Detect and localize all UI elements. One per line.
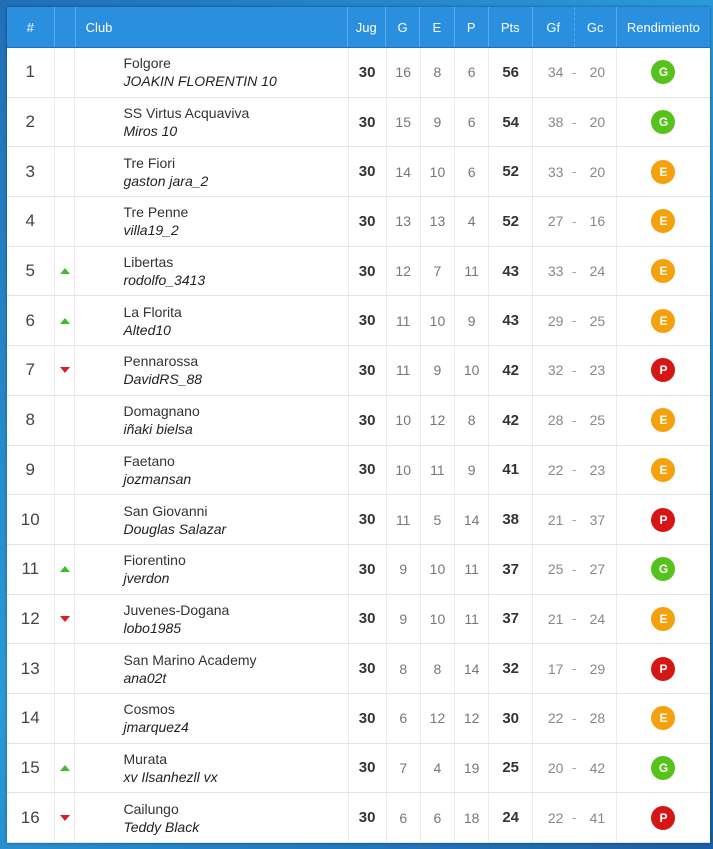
rendimiento-badge: G: [651, 756, 675, 780]
points: 30: [489, 694, 533, 743]
goals-separator: -: [572, 114, 577, 130]
club-name[interactable]: San Marino Academy: [123, 651, 257, 668]
goals-for: 33: [547, 263, 564, 280]
club-cell[interactable]: [75, 98, 348, 147]
goals-for: 27: [547, 213, 564, 230]
position: 10: [7, 495, 55, 544]
rendimiento-cell: [617, 793, 710, 842]
rendimiento-cell: [617, 744, 710, 793]
goals-separator: -: [572, 462, 577, 478]
trend-indicator: [55, 744, 76, 793]
trend-indicator: [55, 98, 76, 147]
goals-for: 22: [547, 461, 564, 478]
losses: 4: [455, 197, 489, 246]
goals-for: 22: [547, 710, 564, 727]
points: 56: [489, 48, 533, 97]
manager-name[interactable]: xv Ilsanhezll vx: [123, 768, 218, 785]
standings-table: [7, 7, 710, 843]
goals-for: 34: [547, 64, 564, 81]
wins: 15: [387, 98, 421, 147]
club-name[interactable]: Pennarossa: [123, 353, 199, 370]
position: 3: [7, 147, 55, 196]
club-name[interactable]: Cosmos: [123, 701, 175, 718]
club-name[interactable]: Folgore: [123, 55, 171, 72]
rendimiento-cell: [617, 644, 710, 693]
trend-indicator: [55, 346, 76, 395]
wins: 11: [387, 346, 421, 395]
position: 4: [7, 197, 55, 246]
trend-indicator: [55, 694, 76, 743]
club-name[interactable]: Cailungo: [123, 800, 179, 817]
wins: 12: [387, 247, 421, 296]
club-name[interactable]: Juvenes-Dogana: [123, 601, 230, 618]
points: 41: [489, 446, 533, 495]
rendimiento-badge: P: [651, 657, 675, 681]
points: 25: [489, 744, 533, 793]
manager-name[interactable]: ana02t: [123, 669, 167, 686]
wins: 11: [387, 296, 421, 345]
position: 6: [7, 296, 55, 345]
goals-against: 25: [579, 396, 617, 445]
goals-against: 20: [579, 98, 617, 147]
wins: 9: [387, 595, 421, 644]
points: 24: [489, 793, 533, 842]
goals-against: 20: [579, 48, 617, 97]
header-g[interactable]: G: [386, 7, 420, 47]
position: 5: [7, 247, 55, 296]
trend-indicator: [55, 48, 76, 97]
losses: 9: [455, 446, 489, 495]
goals-against: 24: [579, 247, 617, 296]
goals-against: 25: [579, 296, 617, 345]
goals-for: 20: [547, 759, 564, 776]
draws: 5: [421, 495, 455, 544]
club-name[interactable]: Libertas: [123, 254, 174, 271]
draws: 7: [421, 247, 455, 296]
points: 38: [489, 495, 533, 544]
played: 30: [349, 247, 387, 296]
points: 54: [489, 98, 533, 147]
table-header: [7, 7, 710, 48]
club-cell[interactable]: [75, 48, 348, 97]
rendimiento-badge: G: [651, 60, 675, 84]
draws: 11: [421, 446, 455, 495]
manager-name[interactable]: DavidRS_88: [123, 371, 203, 388]
club-cell[interactable]: [75, 446, 348, 495]
rendimiento-cell: [617, 98, 710, 147]
goals-for: 17: [547, 660, 564, 677]
rendimiento-cell: [617, 48, 710, 97]
rendimiento-badge: E: [651, 706, 675, 730]
rendimiento-cell: [617, 147, 710, 196]
rendimiento-cell: [617, 197, 710, 246]
manager-name[interactable]: Douglas Salazar: [123, 520, 227, 537]
goals-against: 20: [579, 147, 617, 196]
trend-indicator: [55, 197, 76, 246]
rendimiento-cell: [617, 545, 710, 594]
goals-for: 29: [547, 312, 564, 329]
goals-separator: -: [572, 213, 577, 229]
goals-separator: -: [572, 760, 577, 776]
rendimiento-cell: [617, 446, 710, 495]
table-row[interactable]: [7, 296, 710, 346]
rendimiento-cell: [617, 346, 710, 395]
club-cell[interactable]: [75, 495, 348, 544]
trend-down-icon: [60, 367, 70, 373]
club-cell[interactable]: [75, 793, 348, 842]
goals-for: 21: [547, 610, 564, 627]
position: 11: [7, 545, 55, 594]
goals-separator: -: [572, 810, 577, 826]
table-row[interactable]: [7, 247, 710, 297]
goals-against: 24: [579, 595, 617, 644]
rendimiento-badge: E: [651, 408, 675, 432]
goals-for: 33: [547, 163, 564, 180]
points: 43: [489, 296, 533, 345]
table-row[interactable]: [7, 147, 710, 197]
losses: 19: [455, 744, 489, 793]
points: 42: [489, 396, 533, 445]
played: 30: [349, 744, 387, 793]
trend-indicator: [55, 446, 76, 495]
rendimiento-cell: [617, 296, 710, 345]
rendimiento-badge: P: [651, 806, 675, 830]
rendimiento-badge: E: [651, 458, 675, 482]
wins: 16: [387, 48, 421, 97]
trend-indicator: [55, 644, 76, 693]
played: 30: [349, 644, 387, 693]
manager-name[interactable]: lobo1985: [123, 619, 182, 636]
draws: 12: [421, 396, 455, 445]
club-name[interactable]: Murata: [123, 750, 168, 767]
draws: 4: [421, 744, 455, 793]
club-name[interactable]: SS Virtus Acquaviva: [123, 105, 250, 122]
position: 8: [7, 396, 55, 445]
table-row[interactable]: [7, 595, 710, 645]
rendimiento-cell: [617, 396, 710, 445]
manager-name[interactable]: Teddy Black: [123, 818, 200, 835]
rendimiento-cell: [617, 694, 710, 743]
draws: 9: [421, 98, 455, 147]
club-cell[interactable]: [75, 296, 348, 345]
losses: 14: [455, 644, 489, 693]
goals-separator: -: [572, 64, 577, 80]
club-name[interactable]: Tre Penne: [123, 204, 189, 221]
club-cell[interactable]: [75, 197, 348, 246]
played: 30: [349, 396, 387, 445]
trend-up-icon: [60, 318, 70, 324]
played: 30: [349, 793, 387, 842]
table-row[interactable]: [7, 346, 710, 396]
rendimiento-badge: E: [651, 259, 675, 283]
table-row[interactable]: [7, 694, 710, 744]
club-name[interactable]: Domagnano: [123, 403, 200, 420]
draws: 10: [421, 595, 455, 644]
losses: 6: [455, 98, 489, 147]
points: 43: [489, 247, 533, 296]
position: 12: [7, 595, 55, 644]
played: 30: [349, 495, 387, 544]
losses: 11: [455, 595, 489, 644]
draws: 8: [421, 644, 455, 693]
trend-indicator: [55, 296, 76, 345]
goals-against: 29: [579, 644, 617, 693]
trend-up-icon: [60, 566, 70, 572]
trend-down-icon: [60, 815, 70, 821]
goals-for: 21: [547, 511, 564, 528]
trend-indicator: [55, 247, 76, 296]
played: 30: [349, 147, 387, 196]
draws: 9: [421, 346, 455, 395]
goals-for: 32: [547, 362, 564, 379]
rendimiento-cell: [617, 495, 710, 544]
position: 15: [7, 744, 55, 793]
goals-for: 22: [547, 809, 564, 826]
manager-name[interactable]: jozmansan: [123, 470, 192, 487]
losses: 12: [455, 694, 489, 743]
rendimiento-cell: [617, 247, 710, 296]
table-body: [7, 48, 710, 843]
wins: 10: [387, 396, 421, 445]
goals-against: 37: [579, 495, 617, 544]
table-row[interactable]: [7, 396, 710, 446]
goals-separator: -: [572, 313, 577, 329]
club-cell[interactable]: [75, 396, 348, 445]
position: 1: [7, 48, 55, 97]
table-row[interactable]: [7, 48, 710, 98]
wins: 6: [387, 694, 421, 743]
table-row[interactable]: [7, 197, 710, 247]
losses: 18: [455, 793, 489, 842]
trend-indicator: [55, 595, 76, 644]
club-name[interactable]: San Giovanni: [123, 502, 208, 519]
goals-separator: -: [572, 362, 577, 378]
header-trend: [55, 7, 76, 47]
club-name[interactable]: Tre Fiori: [123, 154, 176, 171]
losses: 6: [455, 48, 489, 97]
wins: 13: [387, 197, 421, 246]
losses: 14: [455, 495, 489, 544]
played: 30: [349, 545, 387, 594]
played: 30: [349, 98, 387, 147]
header-club[interactable]: Club: [76, 7, 348, 47]
points: 37: [489, 545, 533, 594]
rendimiento-badge: E: [651, 209, 675, 233]
position: 13: [7, 644, 55, 693]
manager-name[interactable]: jmarquez4: [123, 719, 189, 736]
table-row[interactable]: [7, 744, 710, 794]
table-row[interactable]: [7, 446, 710, 496]
played: 30: [349, 197, 387, 246]
goals-against: 16: [579, 197, 617, 246]
trend-indicator: [55, 793, 76, 842]
trend-indicator: [55, 545, 76, 594]
rendimiento-badge: G: [651, 557, 675, 581]
draws: 10: [421, 147, 455, 196]
header-pos[interactable]: #: [7, 7, 55, 47]
club-cell[interactable]: [75, 595, 348, 644]
wins: 10: [387, 446, 421, 495]
club-cell[interactable]: [75, 147, 348, 196]
header-gc[interactable]: Gc: [575, 7, 617, 47]
goals-for: 25: [547, 561, 564, 578]
draws: 10: [421, 296, 455, 345]
played: 30: [349, 595, 387, 644]
position: 14: [7, 694, 55, 743]
position: 7: [7, 346, 55, 395]
goals-against: 42: [579, 744, 617, 793]
draws: 10: [421, 545, 455, 594]
goals-against: 28: [579, 694, 617, 743]
club-cell[interactable]: [75, 694, 348, 743]
manager-name[interactable]: jverdon: [123, 570, 170, 587]
goals-separator: -: [572, 661, 577, 677]
club-cell[interactable]: [75, 247, 348, 296]
position: 16: [7, 793, 55, 842]
goals-separator: -: [572, 412, 577, 428]
club-cell[interactable]: [75, 346, 348, 395]
points: 32: [489, 644, 533, 693]
manager-name[interactable]: JOAKIN FLORENTIN 10: [123, 73, 277, 90]
goals-against: 27: [579, 545, 617, 594]
header-rendimiento[interactable]: Rendimiento: [626, 19, 700, 35]
club-cell[interactable]: [75, 744, 348, 793]
header-p[interactable]: P: [455, 7, 489, 47]
manager-name[interactable]: iñaki bielsa: [123, 421, 193, 438]
goals-separator: -: [572, 263, 577, 279]
rendimiento-badge: P: [651, 358, 675, 382]
trend-up-icon: [60, 765, 70, 771]
rendimiento-badge: E: [651, 309, 675, 333]
trend-up-icon: [60, 268, 70, 274]
club-cell[interactable]: [75, 545, 348, 594]
draws: 12: [421, 694, 455, 743]
played: 30: [349, 346, 387, 395]
wins: 11: [387, 495, 421, 544]
losses: 6: [455, 147, 489, 196]
manager-name[interactable]: villa19_2: [123, 222, 179, 239]
wins: 6: [387, 793, 421, 842]
table-row[interactable]: [7, 98, 710, 148]
rendimiento-badge: G: [651, 110, 675, 134]
trend-indicator: [55, 396, 76, 445]
table-row[interactable]: [7, 495, 710, 545]
losses: 11: [455, 545, 489, 594]
club-name[interactable]: Faetano: [123, 452, 175, 469]
points: 37: [489, 595, 533, 644]
manager-name[interactable]: Miros 10: [123, 123, 178, 140]
played: 30: [349, 48, 387, 97]
rendimiento-cell: [617, 595, 710, 644]
goals-separator: -: [572, 561, 577, 577]
table-row[interactable]: [7, 644, 710, 694]
played: 30: [349, 446, 387, 495]
trend-indicator: [55, 495, 76, 544]
draws: 8: [421, 48, 455, 97]
wins: 8: [387, 644, 421, 693]
table-row[interactable]: [7, 545, 710, 595]
table-row[interactable]: [7, 793, 710, 843]
losses: 9: [455, 296, 489, 345]
points: 52: [489, 147, 533, 196]
played: 30: [349, 694, 387, 743]
points: 52: [489, 197, 533, 246]
rendimiento-badge: P: [651, 508, 675, 532]
rendimiento-badge: E: [651, 607, 675, 631]
losses: 11: [455, 247, 489, 296]
goals-separator: -: [572, 710, 577, 726]
goals-separator: -: [572, 164, 577, 180]
losses: 10: [455, 346, 489, 395]
goals-for: 38: [547, 114, 564, 131]
goals-for: 28: [547, 412, 564, 429]
rendimiento-badge: E: [651, 160, 675, 184]
wins: 9: [387, 545, 421, 594]
goals-against: 23: [579, 446, 617, 495]
draws: 6: [421, 793, 455, 842]
manager-name[interactable]: rodolfo_3413: [123, 272, 206, 289]
goals-separator: -: [572, 611, 577, 627]
wins: 14: [387, 147, 421, 196]
header-e[interactable]: E: [420, 7, 454, 47]
played: 30: [349, 296, 387, 345]
position: 9: [7, 446, 55, 495]
goals-separator: -: [572, 512, 577, 528]
header-pts[interactable]: Pts: [489, 7, 533, 47]
wins: 7: [387, 744, 421, 793]
manager-name[interactable]: Alted10: [123, 321, 171, 338]
trend-indicator: [55, 147, 76, 196]
goals-against: 41: [579, 793, 617, 842]
header-jug[interactable]: Jug: [348, 7, 386, 47]
club-cell[interactable]: [75, 644, 348, 693]
points: 42: [489, 346, 533, 395]
club-name[interactable]: La Florita: [123, 303, 182, 320]
losses: 8: [455, 396, 489, 445]
club-name[interactable]: Fiorentino: [123, 552, 186, 569]
trend-down-icon: [60, 616, 70, 622]
goals-against: 23: [579, 346, 617, 395]
manager-name[interactable]: gaston jara_2: [123, 172, 209, 189]
header-gf[interactable]: Gf: [533, 7, 575, 47]
draws: 13: [421, 197, 455, 246]
position: 2: [7, 98, 55, 147]
